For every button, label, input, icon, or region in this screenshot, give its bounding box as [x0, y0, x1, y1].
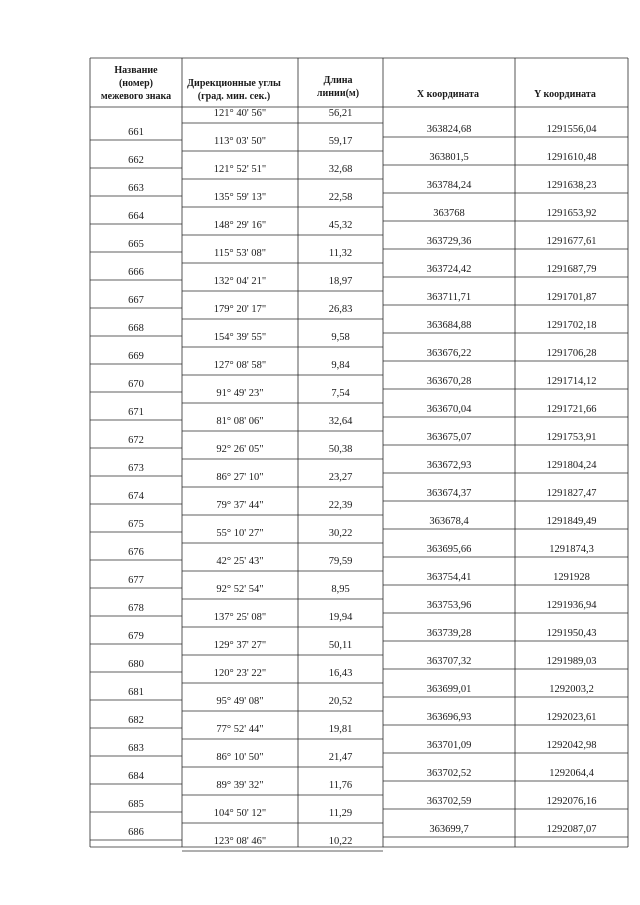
boundary-marker-name-cell: 663	[128, 183, 144, 194]
direction-angle-cell: 129° 37' 27"	[213, 640, 267, 651]
line-length-cell: 45,32	[328, 220, 353, 231]
x-coordinate-cell: 363676,22	[426, 348, 472, 359]
boundary-marker-name-cell: 677	[128, 575, 144, 586]
boundary-marker-name-cell: 668	[128, 323, 144, 334]
line-length-cell: 32,64	[328, 416, 353, 427]
boundary-marker-name-cell: 682	[128, 715, 144, 726]
direction-angle-cell: 79° 37' 44"	[216, 500, 264, 511]
x-coordinate-cell: 363739,28	[426, 628, 472, 639]
table-header	[101, 65, 596, 102]
table-body	[128, 108, 597, 847]
x-coordinate-cell: 363670,04	[426, 404, 472, 415]
boundary-marker-name-cell: 679	[128, 631, 144, 642]
y-coordinate-cell: 1291721,66	[546, 404, 597, 415]
y-coordinate-cell: 1291610,48	[546, 152, 597, 163]
direction-angle-cell: 77° 52' 44"	[216, 724, 264, 735]
boundary-marker-name-cell: 675	[128, 519, 144, 530]
direction-angle-cell: 81° 08' 06"	[216, 416, 264, 427]
y-coordinate-cell: 1291677,61	[546, 236, 597, 247]
y-coordinate-cell: 1291687,79	[546, 264, 597, 275]
boundary-marker-name-cell: 670	[128, 379, 144, 390]
header-length-line-1: Длина	[323, 75, 353, 86]
line-length-cell: 11,76	[328, 780, 353, 791]
header-angle-line-2: (град. мин. сек.)	[197, 91, 271, 102]
y-coordinate-cell: 1291936,94	[546, 600, 597, 611]
boundary-marker-name-cell: 676	[128, 547, 144, 558]
line-length-cell: 10,22	[328, 836, 353, 847]
direction-angle-cell: 132° 04' 21"	[213, 276, 267, 287]
direction-angle-cell: 137° 25' 08"	[213, 612, 267, 623]
line-length-cell: 8,95	[331, 584, 350, 595]
boundary-marker-name-cell: 673	[128, 463, 144, 474]
y-coordinate-cell: 1291989,03	[546, 656, 597, 667]
line-length-cell: 50,11	[328, 640, 353, 651]
boundary-marker-name-cell: 666	[128, 267, 144, 278]
table-grid	[90, 58, 628, 851]
direction-angle-cell: 179° 20' 17"	[213, 304, 267, 315]
direction-angle-cell: 104° 50' 12"	[213, 808, 267, 819]
y-coordinate-cell: 1292076,16	[546, 796, 597, 807]
line-length-cell: 19,81	[328, 724, 353, 735]
direction-angle-cell: 123° 08' 46"	[213, 836, 267, 847]
direction-angle-cell: 89° 39' 32"	[216, 780, 264, 791]
y-coordinate-cell: 1292087,07	[546, 824, 597, 835]
x-coordinate-cell: 363675,07	[426, 432, 472, 443]
y-coordinate-cell: 1291556,04	[546, 124, 597, 135]
x-coordinate-cell: 363754,41	[426, 572, 472, 583]
x-coordinate-cell: 363824,68	[426, 124, 472, 135]
line-length-cell: 32,68	[328, 164, 353, 175]
x-coordinate-cell: 363696,93	[426, 712, 472, 723]
line-length-cell: 56,21	[328, 108, 353, 119]
direction-angle-cell: 154° 39' 55"	[213, 332, 267, 343]
line-length-cell: 30,22	[328, 528, 353, 539]
line-length-cell: 9,84	[331, 360, 350, 371]
y-coordinate-cell: 1292064,4	[549, 768, 594, 779]
boundary-marker-name-cell: 672	[128, 435, 144, 446]
direction-angle-cell: 55° 10' 27"	[216, 528, 264, 539]
y-coordinate-cell: 1291849,49	[546, 516, 597, 527]
header-y-coordinate: Y координата	[534, 89, 596, 100]
line-length-cell: 19,94	[328, 612, 353, 623]
y-coordinate-cell: 1292003,2	[549, 684, 594, 695]
x-coordinate-cell: 363684,88	[426, 320, 472, 331]
line-length-cell: 20,52	[328, 696, 353, 707]
x-coordinate-cell: 363695,66	[426, 544, 472, 555]
boundary-marker-name-cell: 665	[128, 239, 144, 250]
line-length-cell: 16,43	[328, 668, 353, 679]
y-coordinate-cell: 1291702,18	[546, 320, 597, 331]
y-coordinate-cell: 1291928	[553, 572, 590, 583]
y-coordinate-cell: 1291753,91	[546, 432, 597, 443]
direction-angle-cell: 92° 26' 05"	[216, 444, 264, 455]
x-coordinate-cell: 363702,59	[426, 796, 472, 807]
direction-angle-cell: 95° 49' 08"	[216, 696, 264, 707]
y-coordinate-cell: 1291638,23	[546, 180, 597, 191]
x-coordinate-cell: 363729,36	[426, 236, 472, 247]
line-length-cell: 11,29	[328, 808, 353, 819]
direction-angle-cell: 86° 27' 10"	[216, 472, 264, 483]
line-length-cell: 22,58	[328, 192, 353, 203]
direction-angle-cell: 121° 52' 51"	[213, 164, 267, 175]
direction-angle-cell: 127° 08' 58"	[213, 360, 267, 371]
x-coordinate-cell: 363724,42	[426, 264, 472, 275]
line-length-cell: 50,38	[328, 444, 353, 455]
y-coordinate-cell: 1291653,92	[546, 208, 597, 219]
x-coordinate-cell: 363699,7	[429, 824, 469, 835]
direction-angle-cell: 121° 40' 56"	[213, 108, 267, 119]
y-coordinate-cell: 1292023,61	[546, 712, 597, 723]
line-length-cell: 22,39	[328, 500, 353, 511]
line-length-cell: 7,54	[331, 388, 350, 399]
boundary-marker-name-cell: 671	[128, 407, 144, 418]
boundary-marker-name-cell: 674	[128, 491, 144, 502]
y-coordinate-cell: 1291804,24	[546, 460, 597, 471]
direction-angle-cell: 120° 23' 22"	[213, 668, 267, 679]
direction-angle-cell: 115° 53' 08"	[214, 248, 266, 259]
line-length-cell: 23,27	[328, 472, 353, 483]
x-coordinate-cell: 363678,4	[429, 516, 469, 527]
y-coordinate-cell: 1291874,3	[549, 544, 594, 555]
direction-angle-cell: 92° 52' 54"	[216, 584, 264, 595]
x-coordinate-cell: 363672,93	[426, 460, 472, 471]
line-length-cell: 11,32	[328, 248, 353, 259]
header-length-line-2: линии(м)	[316, 88, 360, 99]
x-coordinate-cell: 363768	[433, 208, 465, 219]
boundary-marker-name-cell: 686	[128, 827, 144, 838]
x-coordinate-cell: 363801,5	[429, 152, 469, 163]
boundary-marker-name-cell: 662	[128, 155, 144, 166]
line-length-cell: 79,59	[328, 556, 353, 567]
boundary-marker-name-cell: 669	[128, 351, 144, 362]
boundary-marker-name-cell: 681	[128, 687, 144, 698]
y-coordinate-cell: 1292042,98	[546, 740, 597, 751]
direction-angle-cell: 148° 29' 16"	[213, 220, 267, 231]
line-length-cell: 18,97	[328, 276, 353, 287]
boundary-marker-name-cell: 684	[128, 771, 144, 782]
y-coordinate-cell: 1291706,28	[546, 348, 597, 359]
x-coordinate-cell: 363699,01	[426, 684, 472, 695]
x-coordinate-cell: 363702,52	[426, 768, 472, 779]
boundary-marker-name-cell: 661	[128, 127, 144, 138]
boundary-marker-name-cell: 678	[128, 603, 144, 614]
x-coordinate-cell: 363707,32	[426, 656, 472, 667]
x-coordinate-cell: 363753,96	[426, 600, 472, 611]
direction-angle-cell: 91° 49' 23"	[216, 388, 264, 399]
direction-angle-cell: 86° 10' 50"	[216, 752, 264, 763]
x-coordinate-cell: 363701,09	[426, 740, 472, 751]
line-length-cell: 9,58	[331, 332, 350, 343]
boundary-marker-name-cell: 667	[128, 295, 144, 306]
line-length-cell: 21,47	[328, 752, 353, 763]
header-name-line-3: межевого знака	[100, 91, 172, 102]
header-name-line-2: (номер)	[118, 78, 154, 89]
line-length-cell: 59,17	[328, 136, 353, 147]
direction-angle-cell: 113° 03' 50"	[214, 136, 266, 147]
x-coordinate-cell: 363784,24	[426, 180, 472, 191]
x-coordinate-cell: 363674,37	[426, 488, 472, 499]
header-name-line-1: Название	[114, 65, 158, 76]
header-angle-line-1: Дирекционные углы	[187, 78, 281, 89]
boundary-marker-name-cell: 685	[128, 799, 144, 810]
boundary-marker-name-cell: 683	[128, 743, 144, 754]
y-coordinate-cell: 1291714,12	[546, 376, 597, 387]
direction-angle-cell: 135° 59' 13"	[213, 192, 267, 203]
header-x-coordinate: X координата	[416, 89, 480, 100]
direction-angle-cell: 42° 25' 43"	[216, 556, 264, 567]
y-coordinate-cell: 1291950,43	[546, 628, 597, 639]
boundary-marker-name-cell: 664	[128, 211, 144, 222]
line-length-cell: 26,83	[328, 304, 353, 315]
boundary-marker-name-cell: 680	[128, 659, 144, 670]
x-coordinate-cell: 363711,71	[426, 292, 472, 303]
y-coordinate-cell: 1291827,47	[546, 488, 597, 499]
x-coordinate-cell: 363670,28	[426, 376, 472, 387]
y-coordinate-cell: 1291701,87	[546, 292, 597, 303]
